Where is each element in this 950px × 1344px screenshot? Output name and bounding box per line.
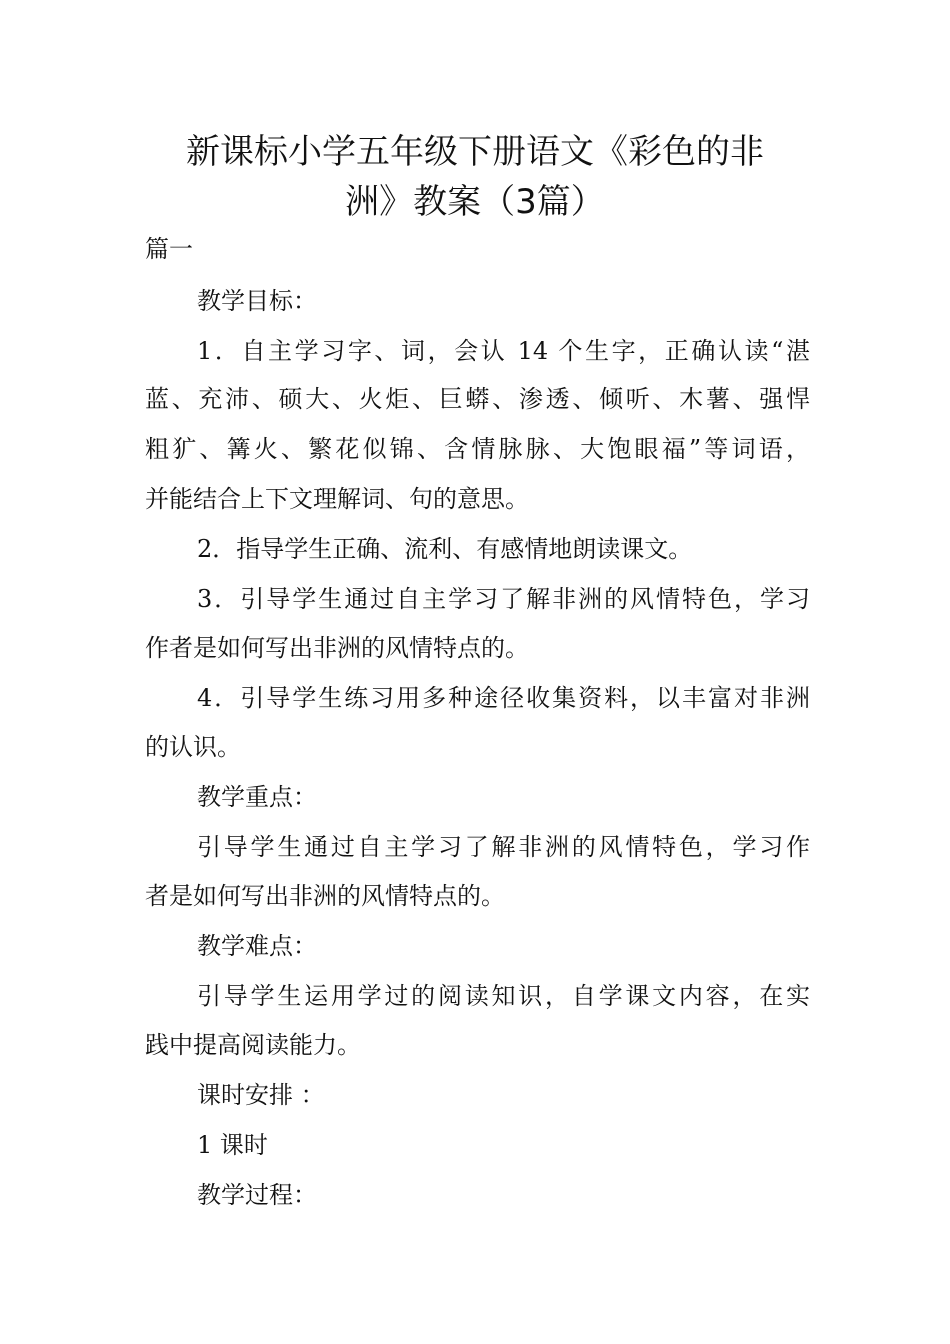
paragraph-line: 的认识。 (145, 733, 241, 761)
paragraph-line: 1 课时 (197, 1131, 268, 1159)
paragraph-line: 引导学生运用学过的阅读知识，自学课文内容，在实 (197, 982, 810, 1010)
paragraph-line: 4．引导学生练习用多种途径收集资料，以丰富对非洲 (197, 684, 810, 712)
paragraph-line: 蓝、充沛、硕大、火炬、巨蟒、渗透、倾听、木薯、强悍 (145, 385, 810, 413)
paragraph-line: 者是如何写出非洲的风情特点的。 (145, 882, 505, 910)
paragraph-line: 践中提高阅读能力。 (145, 1031, 361, 1059)
paragraph-line: 2．指导学生正确、流利、有感情地朗读课文。 (197, 535, 693, 563)
paragraph-line: 引导学生通过自主学习了解非洲的风情特色，学习作 (197, 833, 810, 861)
paragraph-line: 作者是如何写出非洲的风情特点的。 (145, 634, 529, 662)
paragraph-line: 1．自主学习字、词，会认 14 个生字，正确认读“湛 (197, 337, 810, 365)
document-title-line-2: 洲》教案（3篇） (345, 182, 605, 222)
section-heading: 篇一 (145, 235, 193, 263)
subheading-schedule: 课时安排 ： (197, 1081, 325, 1109)
subheading-key-points: 教学重点： (197, 783, 317, 811)
paragraph-line: 3．引导学生通过自主学习了解非洲的风情特色，学习 (197, 585, 810, 613)
subheading-difficulties: 教学难点： (197, 932, 317, 960)
document-title-line-1: 新课标小学五年级下册语文《彩色的非 (186, 132, 764, 172)
paragraph-line: 并能结合上下文理解词、句的意思。 (145, 485, 529, 513)
subheading-process: 教学过程： (197, 1181, 317, 1209)
subheading-objectives: 教学目标： (197, 287, 317, 315)
paragraph-line: 粗犷、篝火、繁花似锦、含情脉脉、大饱眼福”等词语， (145, 435, 810, 463)
